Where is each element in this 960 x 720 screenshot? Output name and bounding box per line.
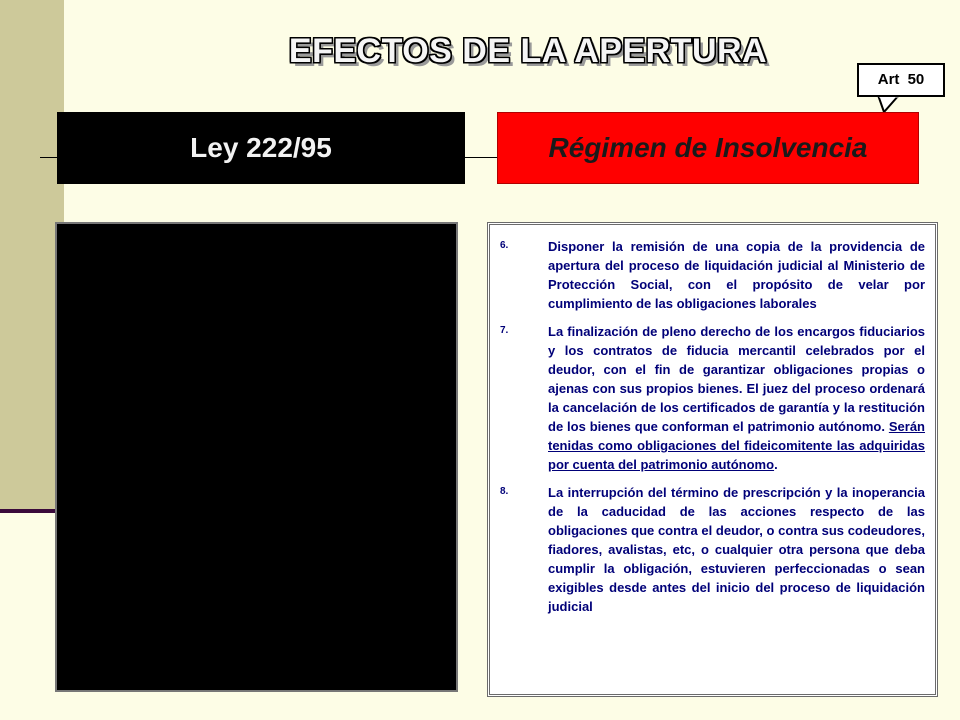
connector-line-left: [40, 157, 57, 158]
ley-header-label: Ley 222/95: [190, 132, 332, 163]
slide-title: EFECTOS DE LA APERTURA: [288, 32, 768, 70]
decorative-band-line: [0, 509, 58, 513]
ley-header-box: [57, 112, 465, 184]
list-item: [500, 483, 925, 616]
effects-list-panel: [487, 222, 938, 697]
item-text: La finalización de pleno derecho de los encargos fiduciarios y los contratos de fiducia mercantil celebrados por el deudor, con el fin de garantizar obligaciones propias o ajenas con sus propios bienes. El juez del proceso ordenará la cancelación de los certificados de garantía y la restitución de los bienes que conforman el patrimonio autónomo.: [548, 324, 925, 434]
item-number: 6.: [500, 240, 509, 251]
list-item: [500, 237, 925, 313]
regimen-header-box: [497, 112, 919, 184]
connector-line-middle: [465, 157, 497, 158]
item-text-tail: .: [774, 457, 778, 472]
item-text-container: [548, 322, 925, 474]
item-number: 8.: [500, 486, 509, 497]
black-content-panel: [55, 222, 458, 692]
item-text: La interrupción del término de prescripción y la inoperancia de la caducidad de las acciones respecto de las obligaciones que contra el deudor, o contra sus codeudores, fiadores, avalistas, etc, o cualquier otra persona que deba cumplir la obligación, estuvieren perfeccionadas o sean exigibles desde antes del inicio del proceso de liquidación judicial: [548, 485, 925, 614]
item-underlined-text: Serán tenidas como obligaciones del fideicomitente las adquiridas por cuenta del patrimonio autónomo: [548, 419, 925, 472]
item-text: Disponer la remisión de una copia de la providencia de apertura del proceso de liquidación judicial al Ministerio de Protección Social, con el propósito de velar por cumplimiento de las obligaciones laborales: [548, 239, 925, 311]
item-number: 7.: [500, 325, 509, 336]
regimen-header-label: Régimen de Insolvencia: [548, 132, 868, 163]
list-item: [500, 322, 925, 474]
art-callout: Art 50: [857, 63, 945, 97]
